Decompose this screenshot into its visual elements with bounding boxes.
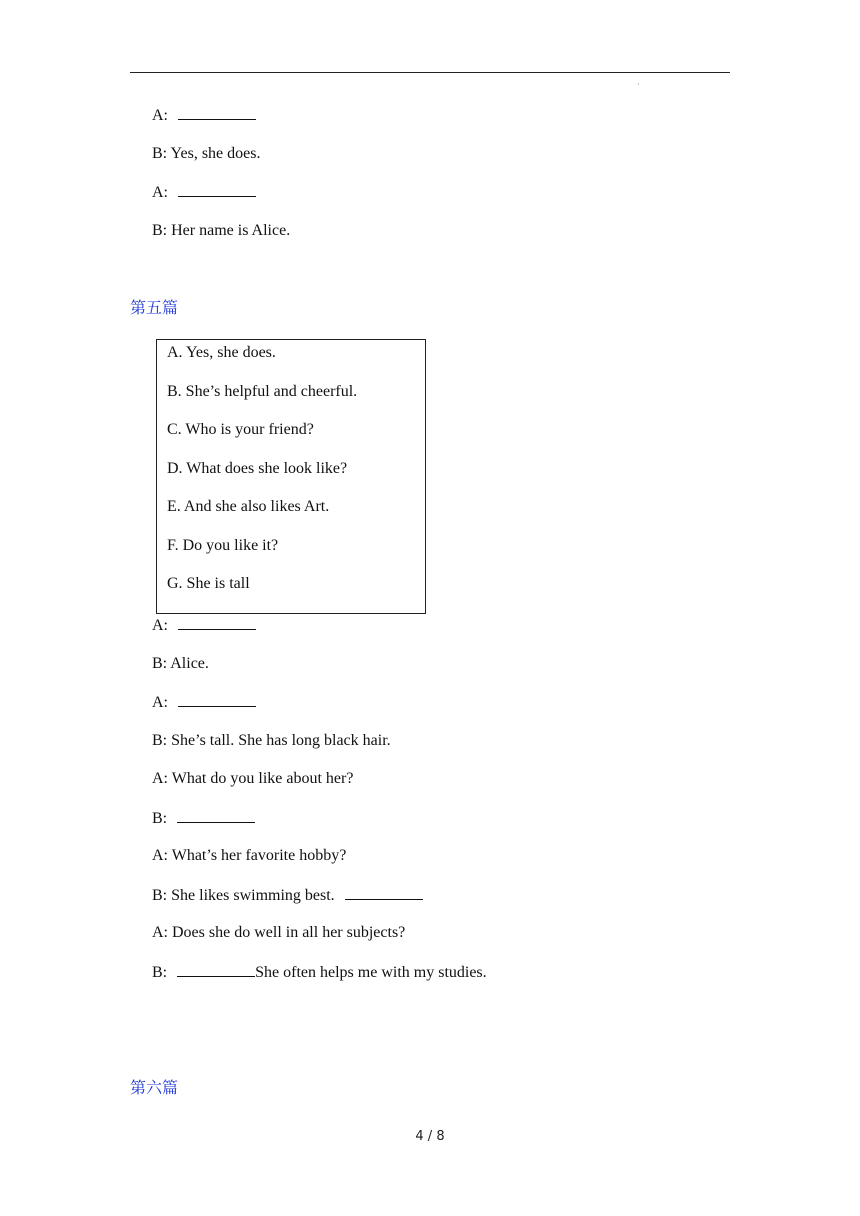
speaker-label: B: <box>152 887 168 904</box>
answer-blank[interactable] <box>178 692 256 707</box>
dialogue-line <box>152 654 209 674</box>
dialogue-line <box>152 221 290 241</box>
dialogue-text: Her name is Alice. <box>171 222 291 239</box>
dialogue-line <box>152 962 487 983</box>
speaker-label: A: <box>152 694 168 711</box>
dialogue-text: She’s tall. She has long black hair. <box>171 732 391 749</box>
option-item: E. And she also likes Art. <box>167 498 330 515</box>
answer-blank[interactable] <box>178 182 256 197</box>
dialogue-text: Does she do well in all her subjects? <box>172 924 406 941</box>
dialogue-line <box>152 923 405 943</box>
option-item: B. She’s helpful and cheerful. <box>167 383 358 400</box>
dialogue-text: What’s her favorite hobby? <box>171 847 347 864</box>
options-box <box>156 339 426 614</box>
speaker-label: A: <box>152 107 168 124</box>
dialogue-line <box>152 144 260 164</box>
speaker-label: B: <box>152 732 168 749</box>
dialogue-text: Yes, she does. <box>170 145 261 162</box>
dialogue-text: Alice. <box>170 655 209 672</box>
speaker-label: B: <box>152 655 168 672</box>
answer-blank[interactable] <box>177 808 255 823</box>
speaker-label: A: <box>152 770 168 787</box>
answer-blank[interactable] <box>177 962 255 977</box>
dialogue-line <box>152 769 353 789</box>
speaker-label: B: <box>152 222 168 239</box>
dialogue-line <box>152 105 256 126</box>
speaker-label: A: <box>152 924 168 941</box>
answer-blank[interactable] <box>178 105 256 120</box>
dialogue-text: She often helps me with my studies. <box>255 964 487 981</box>
answer-blank[interactable] <box>345 885 423 900</box>
dialogue-text: What do you like about her? <box>171 770 354 787</box>
option-item: F. Do you like it? <box>167 537 279 554</box>
dialogue-line <box>152 808 255 829</box>
dialogue-line <box>152 846 346 866</box>
dialogue-line <box>152 885 423 906</box>
speaker-label: A: <box>152 617 168 634</box>
speaker-label: A: <box>152 847 168 864</box>
speaker-label: B: <box>152 145 168 162</box>
speaker-label: A: <box>152 184 168 201</box>
dialogue-text: She likes swimming best. <box>171 887 335 904</box>
answer-blank[interactable] <box>178 615 256 630</box>
header-rule <box>130 72 730 73</box>
dialogue-line <box>152 692 256 713</box>
speaker-label: B: <box>152 964 168 981</box>
header-dot: · <box>637 80 640 89</box>
dialogue-line <box>152 731 391 751</box>
option-item: G. She is tall <box>167 575 250 592</box>
dialogue-line <box>152 182 256 203</box>
section-heading-5: 第五篇 <box>130 298 179 317</box>
section-heading-6: 第六篇 <box>130 1078 179 1097</box>
speaker-label: B: <box>152 810 168 827</box>
dialogue-line <box>152 615 256 636</box>
page-number: 4 / 8 <box>415 1129 445 1144</box>
option-item: A. Yes, she does. <box>167 344 276 361</box>
option-item: D. What does she look like? <box>167 460 348 477</box>
option-item: C. Who is your friend? <box>167 421 314 438</box>
